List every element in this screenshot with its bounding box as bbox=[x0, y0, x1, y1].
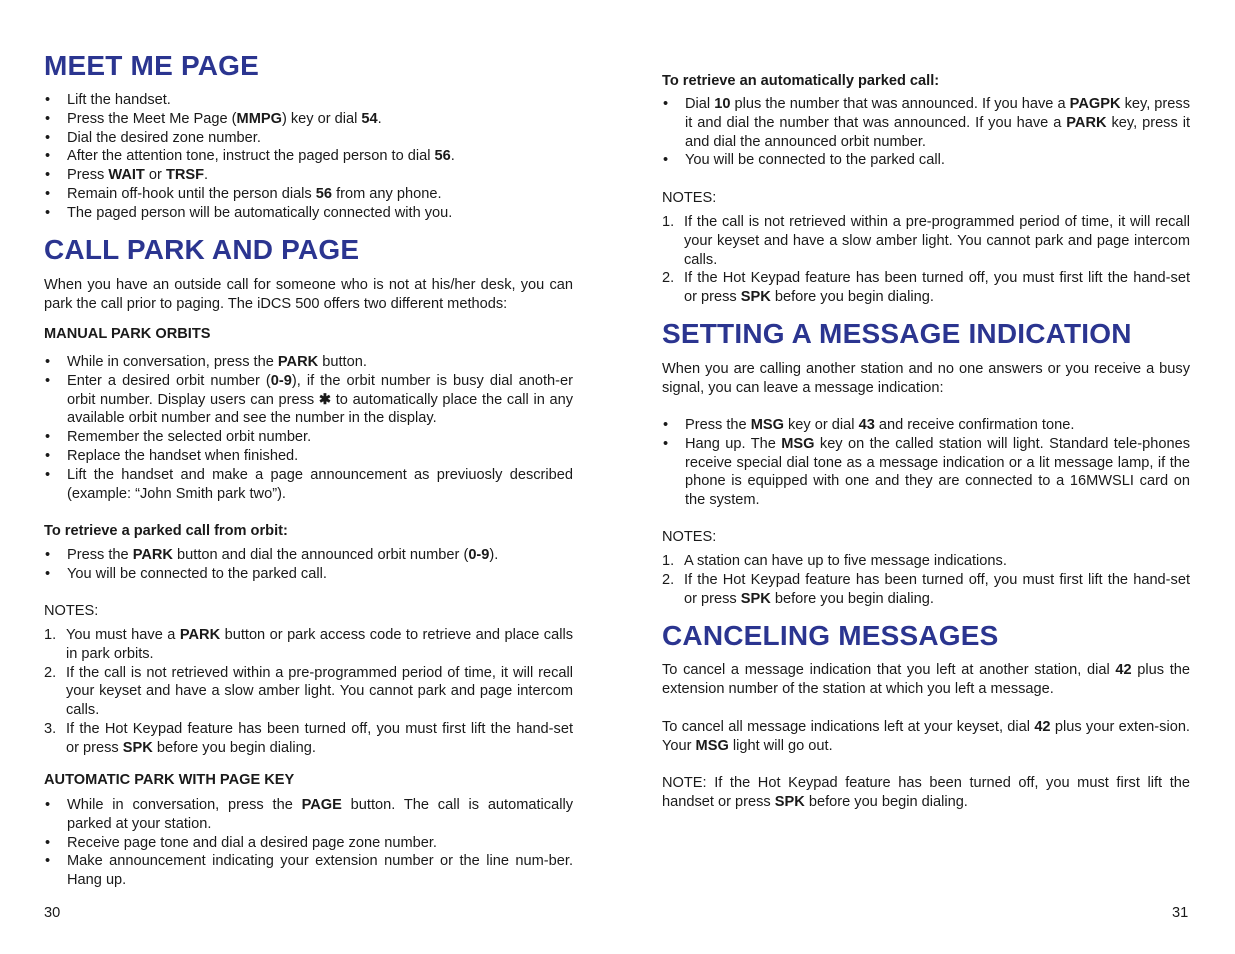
bold-term: 56 bbox=[315, 185, 333, 202]
note-item: 1. You must have a PARK button or park access code to retrieve and place calls in park orbits. bbox=[44, 627, 573, 662]
list-item: • Make announcement indicating your extension number or the line num-ber. Hang up. bbox=[44, 852, 573, 890]
canceling-messages-title: CANCELING MESSAGES bbox=[662, 620, 999, 651]
auto-park-steps bbox=[44, 796, 573, 890]
bold-term: 56 bbox=[434, 148, 451, 165]
auto-park-heading: AUTOMATIC PARK WITH PAGE KEY bbox=[44, 772, 295, 788]
list-item: • While in conversation, press the PARK button. bbox=[44, 353, 573, 372]
list-item: • Replace the handset when finished. bbox=[44, 447, 573, 466]
bold-term: 54 bbox=[361, 110, 378, 127]
list-item: • Press WAIT or TRSF. bbox=[44, 166, 573, 185]
message-indication-intro: When you are calling another station and no one answers or you receive a busy signal, you can leave a message indication: bbox=[662, 361, 1190, 396]
bold-term: 42 bbox=[1115, 662, 1132, 678]
bold-term: 10 bbox=[714, 96, 731, 112]
list-item: • Enter a desired orbit number (0-9), if the orbit number is busy dial anoth-er orbit number. Display users can press ✱ to automatically place the call in any available orbit number and see the number in the display. bbox=[44, 372, 573, 428]
list-item: • Receive page tone and dial a desired page zone number. bbox=[44, 834, 573, 853]
list-item: • Press the PARK button and dial the announced orbit number (0-9). bbox=[44, 546, 573, 565]
list-item: • Hang up. The MSG key on the called station will light. Standard tele-phones receive special dial tone as a message indication or a lit message lamp, if the phone is equipped with one and they are connected to a 16MWSLI card on the system. bbox=[662, 435, 1190, 510]
note-number: 3. bbox=[44, 720, 57, 737]
bold-term: SPK bbox=[740, 289, 771, 306]
bold-term: 43 bbox=[858, 417, 875, 433]
manual-park-heading: MANUAL PARK ORBITS bbox=[44, 326, 211, 342]
note-number: 2. bbox=[662, 571, 675, 588]
list-item: • Remember the selected orbit number. bbox=[44, 428, 573, 447]
note-number: 1. bbox=[44, 627, 57, 643]
note-number: 1. bbox=[662, 553, 675, 569]
list-item: • After the attention tone, instruct the paged person to dial 56. bbox=[44, 147, 573, 166]
bold-term: PARK bbox=[1066, 114, 1107, 131]
call-park-intro: When you have an outside call for someone who is not at his/her desk, you can park the call prior to paging. The iDCS 500 offers two different methods: bbox=[44, 277, 573, 312]
note-item: 1. If the call is not retrieved within a pre-programmed period of time, it will recall your keyset and have a slow amber light. You cannot park and page intercom calls. bbox=[662, 214, 1190, 268]
bold-term: PAGPK bbox=[1069, 96, 1121, 112]
bold-term: SPK bbox=[740, 590, 771, 607]
cancel-paragraph-2: To cancel all message indications left at your keyset, dial 42 plus your exten-sion. Your MSG light will go out. bbox=[662, 719, 1190, 754]
retrieve-auto-heading: To retrieve an automatically parked call: bbox=[662, 73, 940, 89]
bold-term: 42 bbox=[1034, 719, 1051, 735]
bold-term: PARK bbox=[277, 354, 319, 370]
list-item: • Lift the handset. bbox=[44, 91, 573, 110]
bold-term: PAGE bbox=[301, 797, 342, 813]
list-item: • Dial the desired zone number. bbox=[44, 129, 573, 148]
bold-term: WAIT bbox=[108, 167, 145, 184]
note-item: 3. If the Hot Keypad feature has been turned off, you must first lift the hand-set or press SPK before you begin dialing. bbox=[44, 720, 573, 756]
notes-label: NOTES: bbox=[44, 603, 99, 619]
notes-label: NOTES: bbox=[662, 529, 717, 545]
call-park-notes bbox=[44, 626, 573, 758]
message-notes bbox=[662, 552, 1190, 608]
bold-term: 0-9 bbox=[270, 372, 292, 389]
note-number: 2. bbox=[662, 270, 675, 287]
page-number-right: 31 bbox=[1172, 905, 1189, 921]
bold-term: SPK bbox=[122, 739, 153, 756]
bold-term: 0-9 bbox=[468, 547, 490, 563]
retrieve-orbit-steps bbox=[44, 546, 573, 584]
bold-term: MMPG bbox=[236, 110, 282, 127]
list-item: • While in conversation, press the PAGE button. The call is automatically parked at your station. bbox=[44, 796, 573, 834]
bold-term: PARK bbox=[132, 547, 173, 563]
meet-me-page-title: MEET ME PAGE bbox=[44, 50, 260, 81]
manual-park-steps bbox=[44, 353, 573, 503]
bold-term: MSG bbox=[695, 737, 729, 754]
list-item: • Lift the handset and make a page announcement as previuosly described (example: “John Smith park two”). bbox=[44, 466, 573, 504]
list-item: • Remain off-hook until the person dials 56 from any phone. bbox=[44, 185, 573, 204]
cancel-paragraph-1: To cancel a message indication that you left at another station, dial 42 plus the extension number of the station at which you left a message. bbox=[662, 662, 1191, 697]
bold-term: MSG bbox=[781, 435, 815, 452]
note-number: 1. bbox=[662, 214, 675, 230]
note-item: 2. If the Hot Keypad feature has been turned off, you must first lift the hand-set or press SPK before you begin dialing. bbox=[662, 571, 1190, 607]
call-park-title: CALL PARK AND PAGE bbox=[44, 234, 360, 265]
list-item: • Dial 10 plus the number that was announced. If you have a PAGPK key, press it and dial the number that was announced. If you have a PARK key, press it and dial the announced orbit number. bbox=[662, 95, 1190, 151]
note-number: 2. bbox=[44, 664, 57, 681]
message-indication-title: SETTING A MESSAGE INDICATION bbox=[662, 318, 1132, 349]
list-item: • Press the Meet Me Page (MMPG) key or dial 54. bbox=[44, 110, 573, 129]
notes-label: NOTES: bbox=[662, 190, 717, 206]
bold-term: PARK bbox=[179, 627, 221, 643]
parked-call-notes bbox=[662, 213, 1190, 307]
bold-term: ✱ bbox=[318, 391, 332, 408]
list-item: • You will be connected to the parked call. bbox=[44, 565, 573, 584]
retrieve-auto-steps bbox=[662, 95, 1190, 170]
list-item: • Press the MSG key or dial 43 and receive confirmation tone. bbox=[662, 416, 1190, 435]
bold-term: SPK bbox=[774, 793, 805, 810]
bold-term: MSG bbox=[750, 417, 784, 433]
note-item: 2. If the call is not retrieved within a pre-programmed period of time, it will recall your keyset and have a slow amber light. You cannot park and page intercom calls. bbox=[44, 664, 573, 719]
list-item: • You will be connected to the parked call. bbox=[662, 151, 1190, 170]
message-indication-steps bbox=[662, 416, 1190, 510]
note-item: 1. A station can have up to five message indications. bbox=[662, 553, 1007, 569]
meet-me-page-steps bbox=[44, 91, 573, 223]
retrieve-orbit-heading: To retrieve a parked call from orbit: bbox=[44, 523, 288, 539]
note-item: 2. If the Hot Keypad feature has been turned off, you must first lift the hand-set or press SPK before you begin dialing. bbox=[662, 270, 1190, 306]
bold-term: TRSF bbox=[165, 167, 205, 184]
cancel-note: NOTE: If the Hot Keypad feature has been turned off, you must first lift the handset or press SPK before you begin dialing. bbox=[662, 775, 1190, 810]
page-number-left: 30 bbox=[44, 905, 61, 921]
list-item: • The paged person will be automatically connected with you. bbox=[44, 204, 573, 223]
